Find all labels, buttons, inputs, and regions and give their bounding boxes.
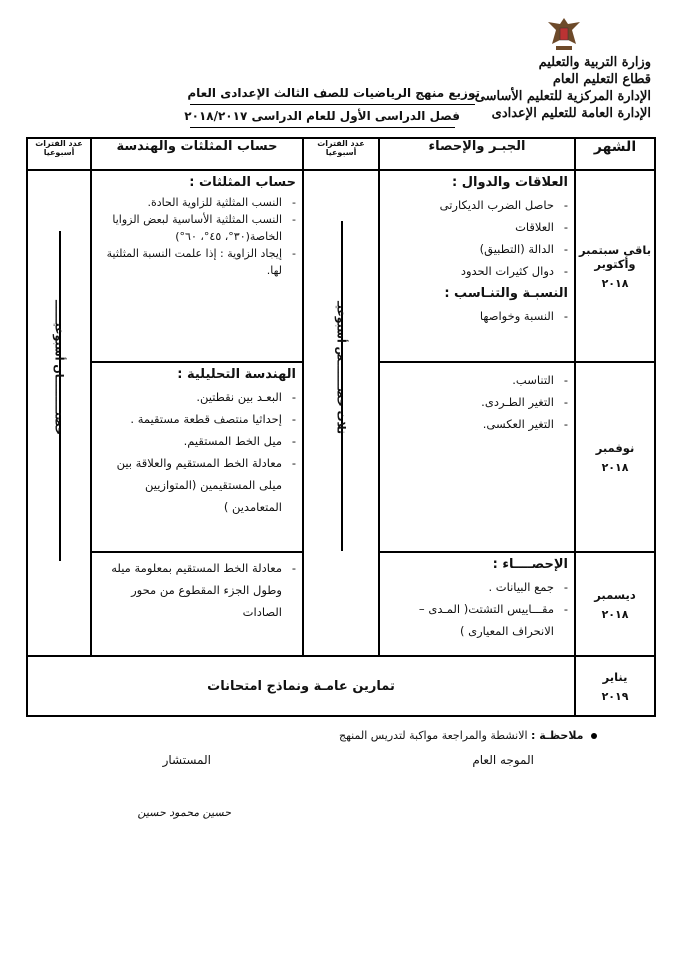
list-item: - العلاقات: [384, 216, 568, 238]
list-item: - التناسب.: [384, 369, 568, 391]
note-label: ملاحظـة :: [531, 729, 584, 742]
header-algebra: الجبـر والإحصاء: [379, 138, 575, 170]
title-underline: [190, 104, 475, 105]
list-item: - الدالة (التطبيق): [384, 238, 568, 260]
list-item: - البعـد بين نقطتين.: [96, 386, 296, 408]
eagle-emblem: [544, 14, 584, 54]
footer-note: [339, 729, 597, 742]
geometry-cell: [91, 170, 303, 362]
header-periods: عدد الفترات أسبوعيا: [27, 138, 91, 170]
list-item: - النسب المثلثية للزاوية الحادة.: [96, 194, 296, 211]
month-label: نوفمبر: [595, 440, 635, 455]
list-item: - حاصل الضرب الديكارتى: [384, 194, 568, 216]
month-year: ٢٠١٨: [601, 607, 629, 621]
algebra-cell: [379, 552, 575, 656]
document-subtitle: فصل الدراسى الأول للعام الدراسى ٢٠١٨/٢٠١٧: [184, 109, 460, 123]
month-cell: [575, 170, 655, 362]
list-item: - ميل الخط المستقيم.: [96, 430, 296, 452]
subtitle-underline: [190, 127, 455, 128]
section-title: حساب المثلثات :: [189, 175, 296, 190]
ministry-line: قطاع التعليم العام: [552, 72, 651, 87]
list-item: - التغير العكسى.: [384, 413, 568, 435]
list-item: - التغير الطـردى.: [384, 391, 568, 413]
section-title: الهندسة التحليلية :: [177, 367, 296, 382]
bullet-icon: [591, 733, 597, 739]
list-item: - إيجاد الزاوية : إذا علمت النسبة المثلثية لها.: [96, 245, 296, 279]
list-item: - النسب المثلثية الأساسية لبعض الزوايا الخاصة(٣٠°، ٤٥°، ٦٠°): [96, 211, 296, 245]
document-title: توزيع منهج الرياضيات للصف الثالث الإعدادى العام: [187, 86, 480, 100]
month-cell: [575, 552, 655, 656]
list-item: - معادلة الخط المستقيم بمعلومة ميله وطول الجزء المقطوع من محور الصادات: [96, 557, 296, 623]
ministry-line: الإدارة العامة للتعليم الإعدادى: [491, 106, 651, 121]
list-item: - دوال كثيرات الحدود: [384, 260, 568, 282]
algebra-cell: [379, 170, 575, 362]
advisor-label: المستشار: [162, 753, 211, 767]
geometry-cell: [91, 362, 303, 552]
table-header-row: [27, 138, 655, 170]
section-title: العلاقات والدوال :: [452, 175, 568, 190]
header-geometry: حساب المثلثات والهندسة: [91, 138, 303, 170]
ministry-line: وزارة التربية والتعليم: [538, 55, 651, 70]
ministry-line: الإدارة المركزية للتعليم الأساسى: [474, 89, 651, 104]
section-title: النسبـة والتنـاسب :: [444, 286, 568, 301]
month-label: باقى سبتمبر وأكتوبر: [578, 242, 652, 271]
curriculum-table: [26, 137, 656, 717]
merged-exam-cell: تمارين عامـة ونماذج امتحانات: [27, 656, 575, 716]
list-item: - النسبة وخواصها: [384, 305, 568, 327]
list-item: - جمع البيانات .: [384, 576, 568, 598]
month-cell: [575, 362, 655, 552]
table-row: [27, 656, 655, 716]
signature-name: حسين محمود حسين: [137, 806, 231, 819]
month-cell: [575, 656, 655, 716]
periods-vertical-text: ثلاث حصـــــــص أسبوعيـ: [334, 300, 348, 435]
month-year: ٢٠١٩: [601, 689, 629, 703]
list-item: - مقـــاييس التشتت( المـدى – الانحراف المعيارى ): [384, 598, 568, 642]
month-label: يناير: [602, 669, 628, 684]
periods-vertical-text: حصتـــــــــان أسبوعيــــــ: [52, 300, 66, 435]
algebra-cell: [379, 362, 575, 552]
periods-middle-cell: [303, 170, 379, 656]
periods-left-cell: [27, 170, 91, 656]
section-title: الإحصــــاء :: [492, 557, 568, 572]
header-month: الشهر: [575, 138, 655, 170]
month-year: ٢٠١٨: [601, 460, 629, 474]
geometry-cell: [91, 552, 303, 656]
table-row: [27, 170, 655, 362]
list-item: - معادلة الخط المستقيم والعلاقة بين ميلى المستقيمين (المتوازيين المتعامدين ): [96, 452, 296, 518]
list-item: - إحداثيا منتصف قطعة مستقيمة .: [96, 408, 296, 430]
month-year: ٢٠١٨: [601, 276, 629, 290]
header-periods: عدد الفترات أسبوعيا: [303, 138, 379, 170]
month-label: ديسمبر: [594, 587, 636, 602]
note-text: الانشطة والمراجعة مواكبة لتدريس المنهج: [339, 729, 528, 742]
general-supervisor-label: الموجه العام: [472, 753, 534, 767]
